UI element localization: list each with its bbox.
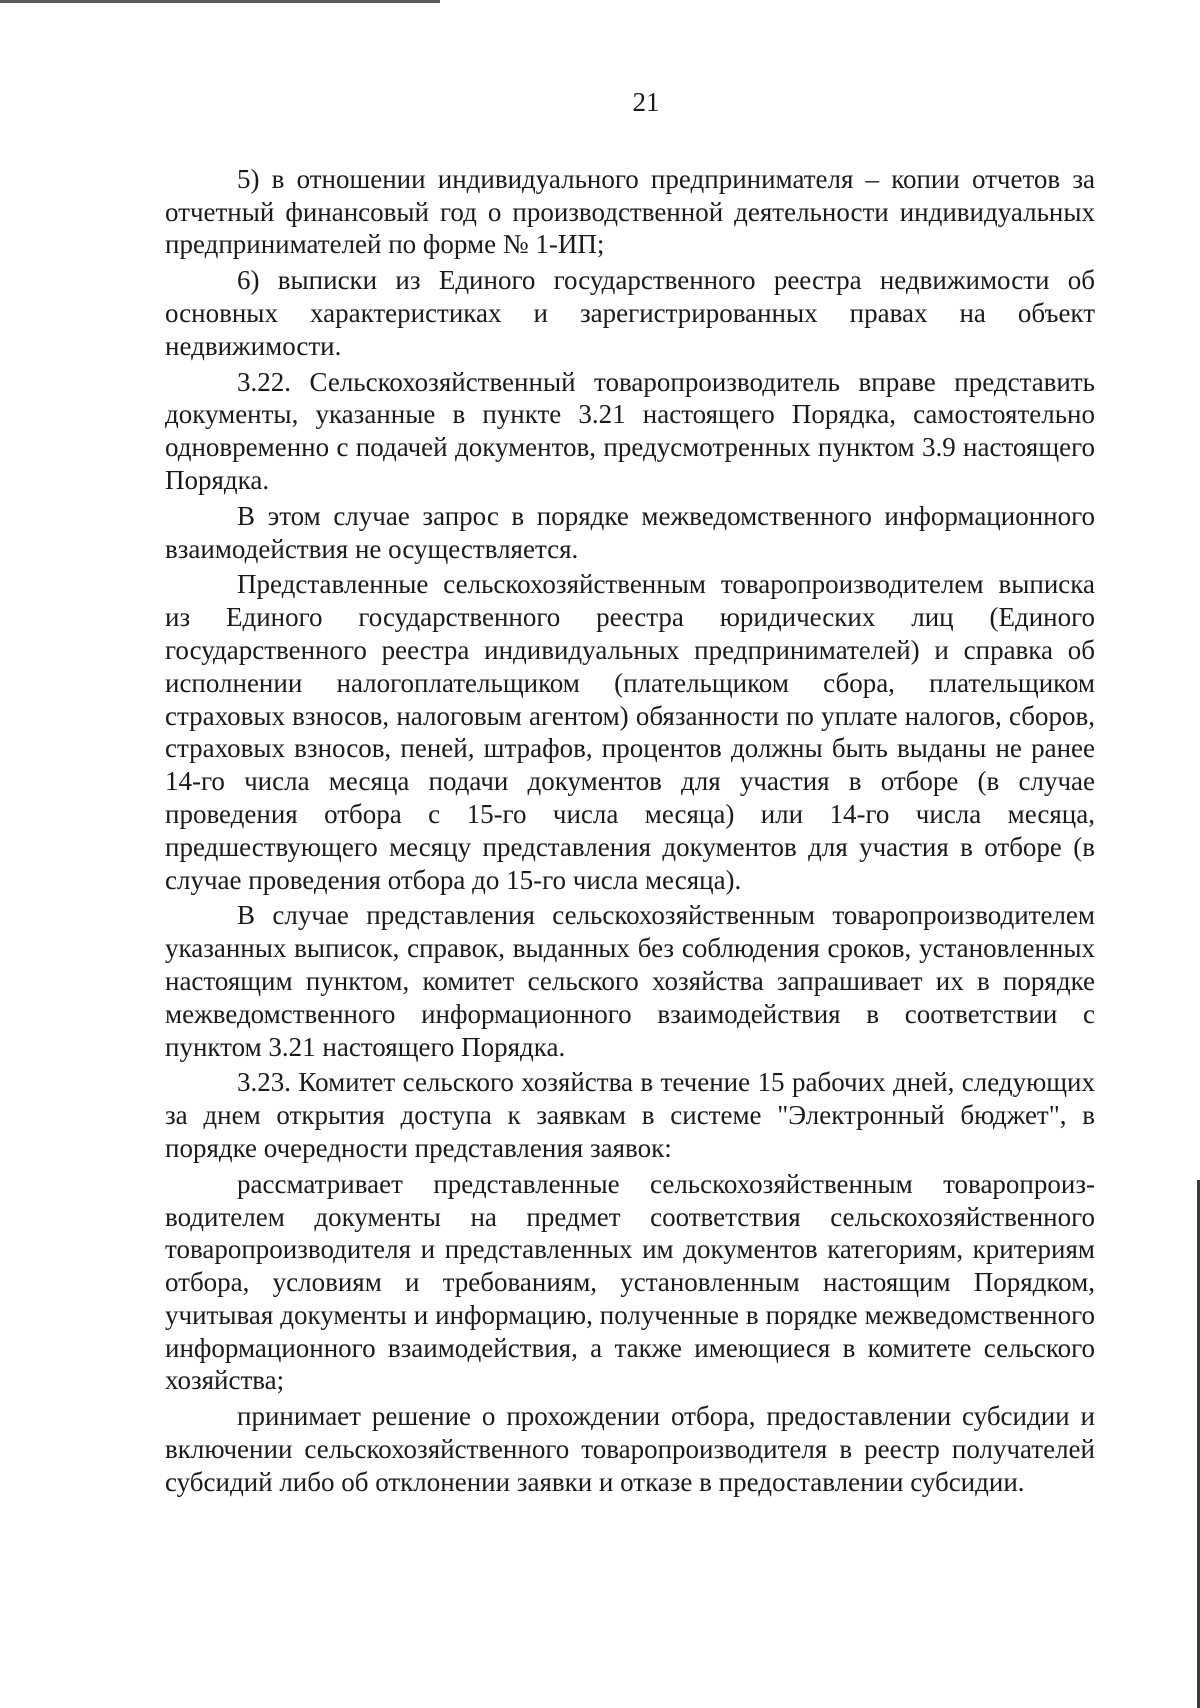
paragraph-review: рассматривает представленные сельскохозяйственным товаропроизводителем документы на предмет соответствия сельскохозяйственного товаропроизводителя и представленных им документов категориям, критериям отбора, условиям и требованиям, установленным настоящим Порядком, учитывая документы и информацию, полученные в порядке межведомственного информационного взаимодействия, а также имеющиеся в комитете сельского хозяйства; <box>165 1168 1095 1396</box>
paragraph-decision: принимает решение о прохождении отбора, предоставлении субсидии и включении сельскохозяйственного товаропроизводителя в реестр получателей субсидий либо об отклонении заявки и отказе в предоставлении субсидии. <box>165 1401 1095 1497</box>
paragraph-late-documents: В случае представления сельскохозяйственным товаропроизводителем указанных выписок, справок, выданных без соблюдения сроков, установленных настоящим пунктом, комитет сельского хозяйства запрашивает их в порядке межведомственного информационного взаимодействия в соответствии с пунктом 3.21 настоящего Порядка. <box>165 900 1095 1062</box>
paragraph-3-22: 3.22. Сельскохозяйственный товаропроизводитель вправе представить документы, указанные в пункте 3.21 настоящего Порядка, самостоятельно одновременно с подачей документов, предусмотренных пунктом 3.9 настоящего Порядка. <box>165 366 1095 495</box>
paragraph-3-23: 3.23. Комитет сельского хозяйства в течение 15 рабочих дней, следующих за днем открытия доступа к заявкам в системе "Электронный бюджет", в порядке очередности представления заявок: <box>165 1067 1095 1163</box>
page-number: 21 <box>632 87 660 117</box>
paragraph-item-5: 5) в отношении индивидуального предпринимателя – копии отчетов за отчетный финансовый год о производственной деятельности индивидуальных предпринимателей по форме № 1-ИП; <box>165 163 1095 260</box>
paragraph-no-request: В этом случае запрос в порядке межведомственного информационного взаимодействия не осуществляется. <box>165 500 1095 564</box>
scan-edge-top <box>0 0 440 3</box>
paragraph-item-6: 6) выписки из Единого государственного реестра недвижимости об основных характеристиках и зарегистрированных правах на объект недвижимости. <box>165 265 1095 361</box>
document-page <box>165 86 1095 1499</box>
paragraph-extract-dates: Представленные сельскохозяйственным товаропроизводителем выписка из Единого государственного реестра юридических лиц (Единого государственного реестра индивидуальных предпринимателей) и справка об исполнении налогоплательщиком (плательщиком сбора, плательщиком страховых взносов, налоговым агентом) обязанности по уплате налогов, сборов, страховых взносов, пеней, штрафов, процентов должны быть выданы не ранее 14-го числа месяца подачи документов для участия в отборе (в случае проведения отбора с 15-го числа месяца) или 14-го числа месяца, предшествующего месяцу представления документов для участия в отборе (в случае проведения отбора до 15-го числа месяца). <box>165 569 1095 895</box>
